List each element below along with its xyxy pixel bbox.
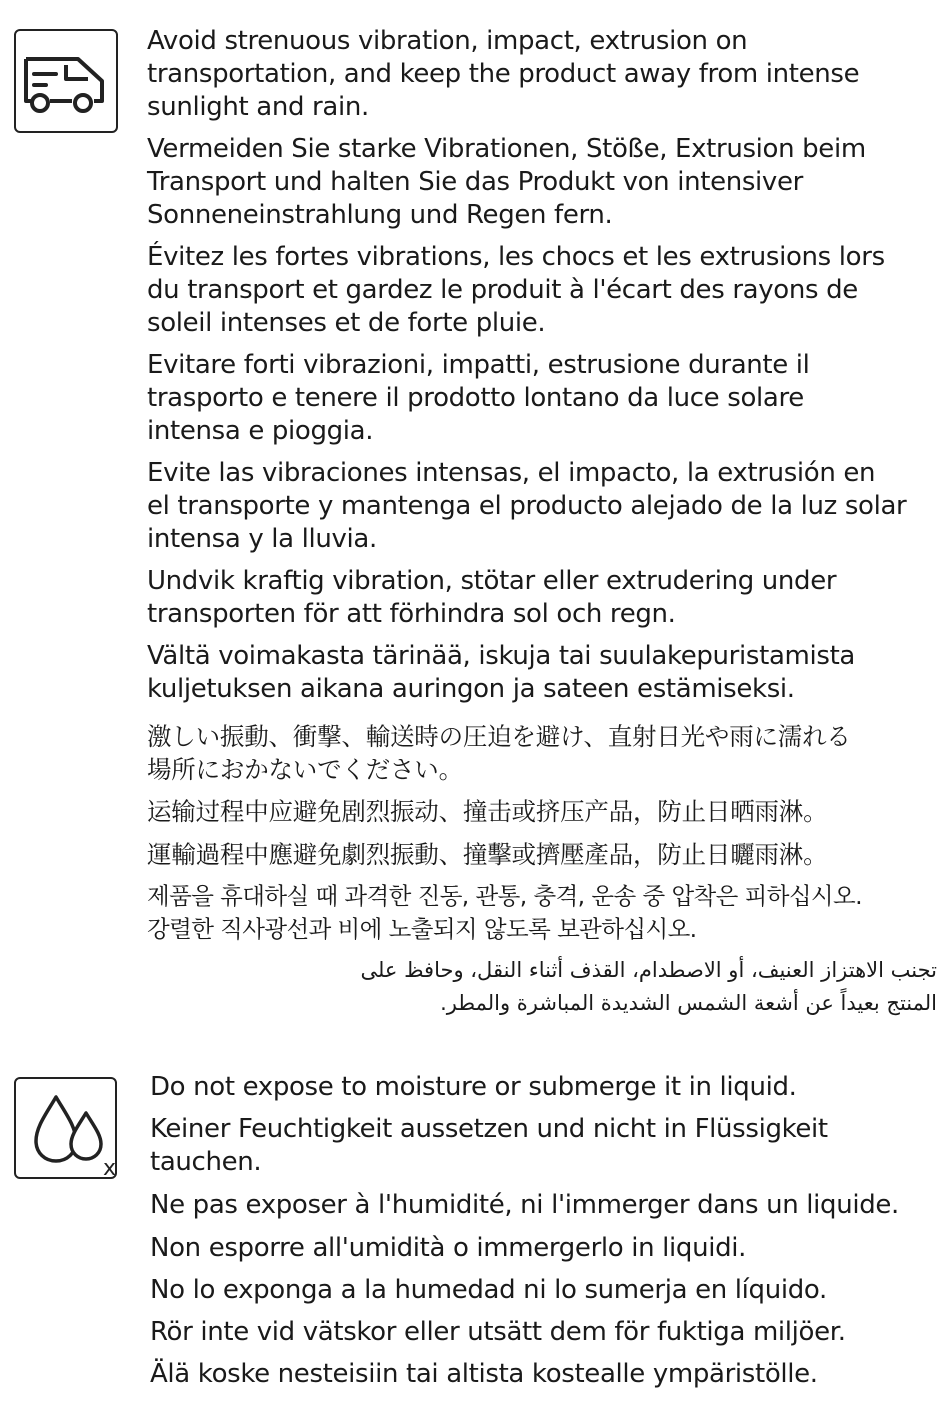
moisture-icon-frame <box>14 1077 117 1179</box>
moisture-text-fi: Älä koske nesteisiin tai altista kostealle ympäristölle. <box>150 1359 818 1389</box>
transport-text-ar: تجنب الاهتزاز العنيف، أو الاصطدام، القذف أثناء النقل، وحافظ على المنتج بعيداً عن أشعة الشمس الشديدة المباشرة والمطر. <box>360 958 937 1015</box>
moisture-text-it: Non esporre all'umidità o immergerlo in liquidi. <box>150 1233 747 1263</box>
transport-text-es: Evite las vibraciones intensas, el impacto, la extrusión en el transporte y mantenga el producto alejado de la luz solar intensa y la lluvia. <box>147 458 907 554</box>
transport-text-fr: Évitez les fortes vibrations, les chocs et les extrusions lors du transport et gardez le produit à l'écart des rayons de soleil intenses et de forte pluie. <box>147 242 885 338</box>
transport-text-zh-hant: 運輸過程中應避免劇烈振動、撞擊或擠壓產品，防止日曬雨淋。 <box>147 840 828 869</box>
moisture-text-es: No lo exponga a la humedad ni lo sumerja en líquido. <box>150 1275 827 1305</box>
prohibited-x-icon: x <box>103 1156 117 1181</box>
moisture-text-fr: Ne pas exposer à l'humidité, ni l'immerger dans un liquide. <box>150 1190 899 1220</box>
transport-text-sv: Undvik kraftig vibration, stötar eller extrudering under transporten för att förhindra sol och regn. <box>147 566 837 629</box>
transport-text-ko: 제품을 휴대하실 때 과격한 진동, 관통, 충격, 운송 중 압착은 피하십시오. 강렬한 직사광선과 비에 노출되지 않도록 보관하십시오. <box>147 882 863 943</box>
transport-text-fi: Vältä voimakasta tärinää, iskuja tai suulakepuristamista kuljetuksen aikana auringon ja sateen estämiseksi. <box>147 641 855 704</box>
transport-text-zh-hans: 运输过程中应避免剧烈振动、撞击或挤压产品，防止日晒雨淋。 <box>147 797 828 826</box>
transport-text-it: Evitare forti vibrazioni, impatti, estrusione durante il trasporto e tenere il prodotto lontano da luce solare intensa e pioggia. <box>147 350 810 446</box>
transport-text-ja: 激しい振動、衝撃、輸送時の圧迫を避け、直射日光や雨に濡れる 場所におかないでください。 <box>147 722 851 784</box>
moisture-text-en: Do not expose to moisture or submerge it in liquid. <box>150 1072 797 1102</box>
moisture-text-de: Keiner Feuchtigkeit aussetzen und nicht in Flüssigkeit tauchen. <box>150 1114 828 1177</box>
transport-icon-frame <box>14 29 118 133</box>
transport-text-en: Avoid strenuous vibration, impact, extrusion on transportation, and keep the product away from intense sunlight and rain. <box>147 26 860 122</box>
delivery-truck-icon <box>16 31 116 131</box>
moisture-text-sv: Rör inte vid vätskor eller utsätt dem för fuktiga miljöer. <box>150 1317 846 1347</box>
transport-text-de: Vermeiden Sie starke Vibrationen, Stöße, Extrusion beim Transport und halten Sie das Produkt von intensiver Sonneneinstrahlung und Regen fern. <box>147 134 866 230</box>
water-drops-icon <box>16 1079 115 1177</box>
